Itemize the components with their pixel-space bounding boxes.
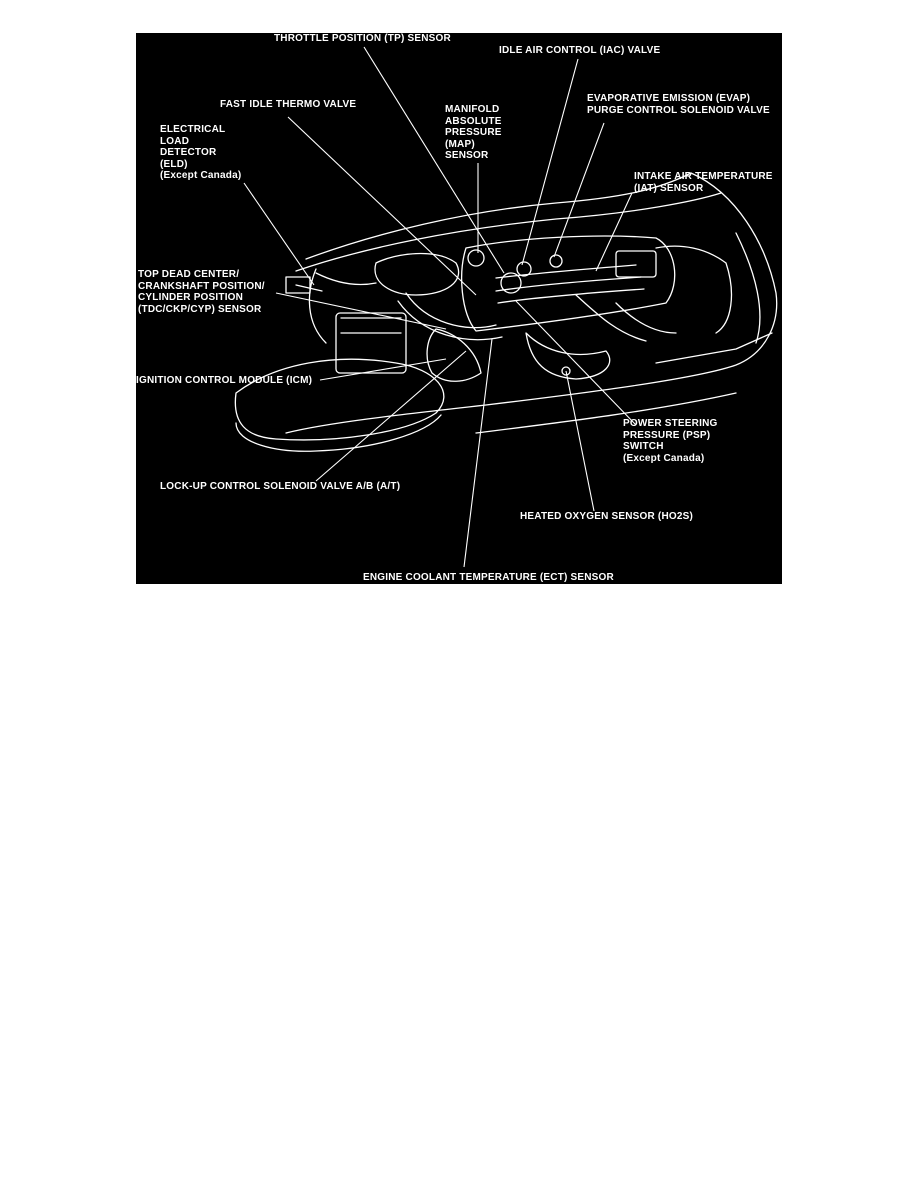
eld-box-edge (296, 285, 322, 291)
label-line: (Except Canada) (160, 170, 242, 181)
label-ect-sensor (363, 572, 614, 584)
leader-iac (522, 59, 578, 265)
hose-a (576, 295, 646, 341)
label-line: (TDC/CKP/CYP) SENSOR (138, 303, 262, 315)
label-map-sensor (445, 104, 502, 162)
label-evap-valve (587, 93, 770, 116)
fender-right (736, 233, 760, 343)
label-line: EVAPORATIVE EMISSION (EVAP) (587, 93, 751, 104)
wire-a (316, 273, 376, 285)
label-icm (136, 375, 312, 387)
exhaust-manifold (526, 333, 610, 379)
label-lockup-solenoid (160, 481, 400, 493)
label-line: ENGINE COOLANT TEMPERATURE (ECT) SENSOR (363, 572, 614, 583)
fender-left (309, 269, 326, 343)
label-eld (160, 124, 241, 182)
label-line: (MAP) (445, 138, 475, 150)
label-line: PURGE CONTROL SOLENOID VALVE (587, 104, 770, 116)
runner-2 (496, 277, 641, 291)
label-line: TOP DEAD CENTER/ (138, 269, 240, 280)
iat-housing (616, 251, 656, 277)
label-line: HEATED OXYGEN SENSOR (HO2S) (520, 511, 694, 522)
engine-diagram (136, 33, 782, 584)
label-line: LOAD (160, 135, 190, 147)
label-line: POWER STEERING (623, 418, 718, 429)
label-line: IDLE AIR CONTROL (IAC) VALVE (499, 45, 661, 56)
air-box (375, 254, 459, 295)
leader-psp (516, 301, 636, 425)
label-line: MANIFOLD (445, 104, 500, 115)
label-line: SWITCH (623, 441, 664, 452)
fender-edge (656, 333, 772, 363)
label-line: LOCK-UP CONTROL SOLENOID VALVE A/B (A/T) (160, 481, 401, 492)
label-line: CYLINDER POSITION (138, 292, 244, 303)
label-line: (ELD) (160, 158, 188, 170)
label-line: FAST IDLE THERMO VALVE (220, 99, 357, 110)
label-psp-switch (623, 418, 717, 464)
leader-tdc (276, 293, 446, 329)
runner-3 (498, 289, 644, 303)
label-fast-idle-thermo-valve (220, 99, 356, 111)
label-line: PRESSURE (PSP) (623, 429, 711, 441)
map-part (468, 250, 484, 266)
label-tdc-sensor (138, 269, 265, 315)
label-line: ABSOLUTE (445, 115, 502, 127)
label-line: (Except Canada) (623, 452, 705, 464)
hose-b (616, 303, 676, 333)
hood-outline (286, 173, 777, 433)
battery-detail (341, 318, 401, 333)
leader-ect (464, 339, 492, 567)
label-iat-sensor (634, 171, 773, 194)
label-idle-air-control-valve (499, 45, 660, 57)
label-line: ELECTRICAL (160, 124, 226, 135)
evap-part (550, 255, 562, 267)
bumper-lower (236, 415, 441, 451)
label-line: PRESSURE (445, 127, 502, 138)
battery-box (336, 313, 406, 373)
label-ho2s (520, 511, 693, 523)
label-line: IGNITION CONTROL MODULE (ICM) (136, 375, 313, 386)
cowl-line (296, 193, 721, 271)
leader-iat (596, 193, 632, 271)
label-line: (IAT) SENSOR (634, 182, 704, 194)
iac-valve-part (517, 262, 531, 276)
radiator-shroud (656, 246, 731, 333)
label-throttle-position-sensor (274, 33, 451, 45)
label-line: INTAKE AIR TEMPERATURE (634, 171, 773, 182)
front-bumper (235, 359, 444, 440)
leader-icm (320, 359, 446, 380)
leader-lockup (316, 351, 466, 481)
label-line: THROTTLE POSITION (TP) SENSOR (274, 33, 451, 44)
label-line: CRANKSHAFT POSITION/ (138, 280, 265, 292)
label-line: SENSOR (445, 150, 489, 161)
label-line: DETECTOR (160, 147, 217, 158)
